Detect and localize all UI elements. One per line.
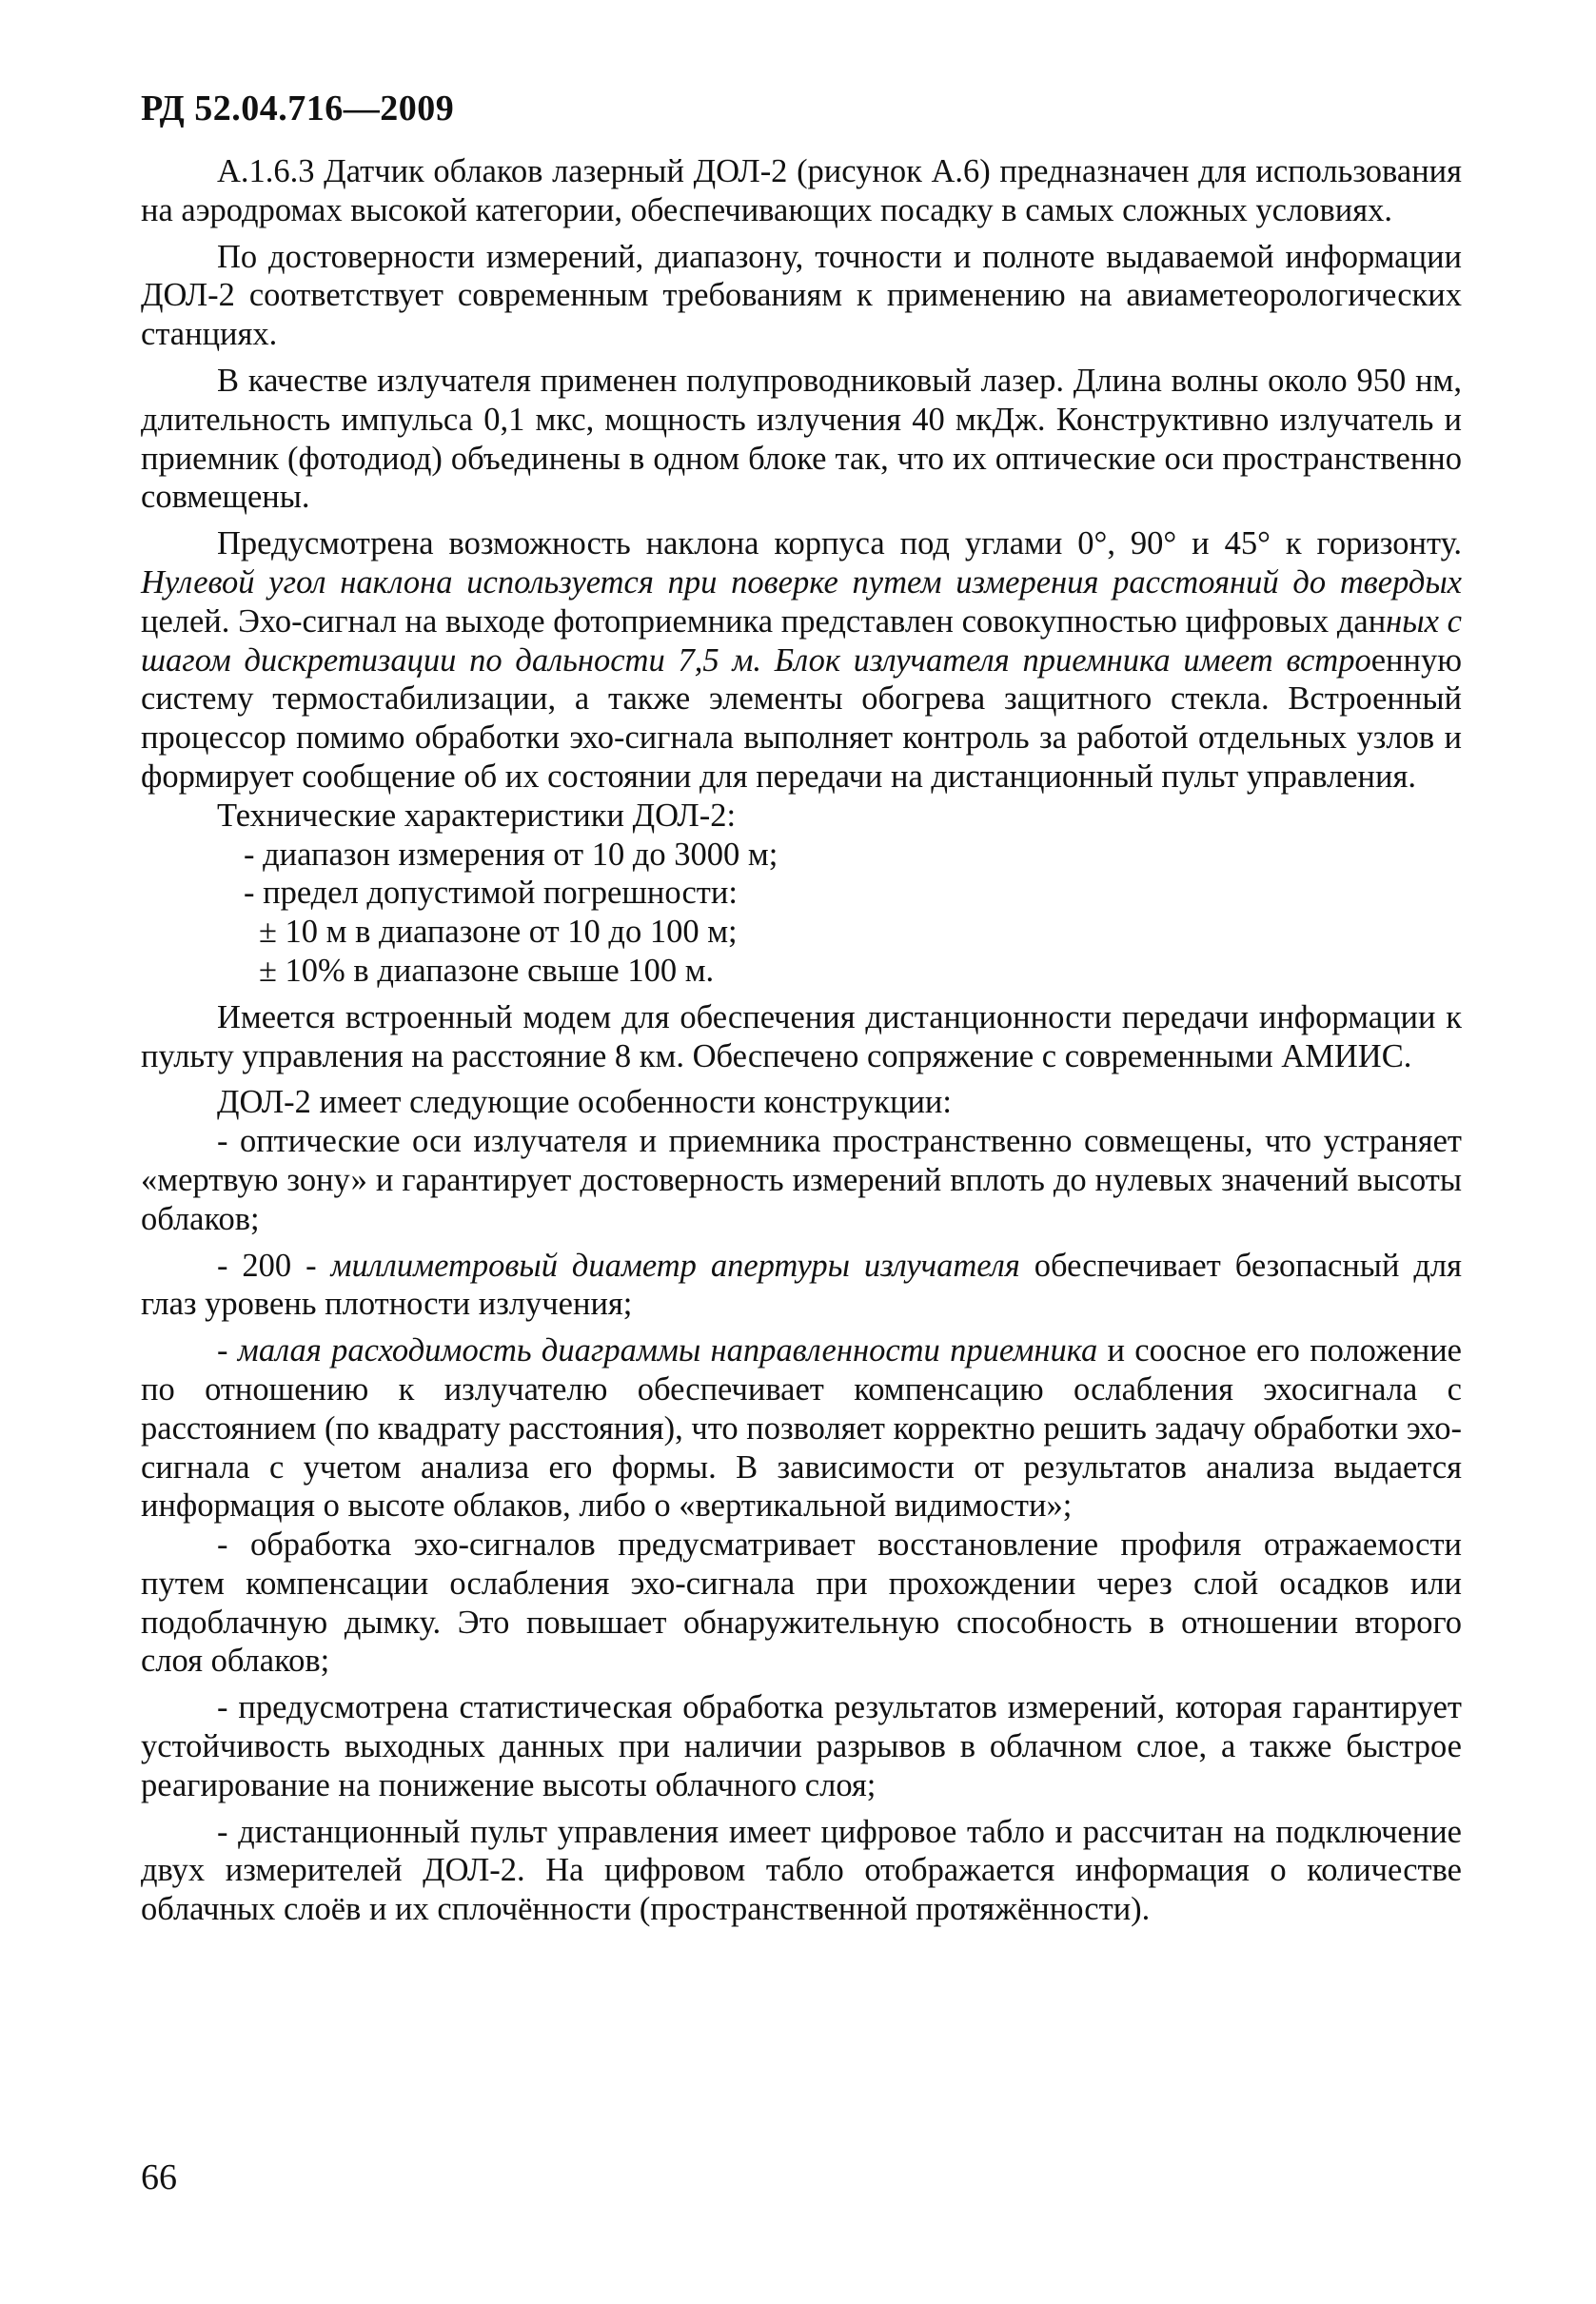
aperture-text-c: обеспечивает безопасный для глаз уровень плотности излучения; <box>141 1247 1462 1323</box>
paragraph-intro: А.1.6.3 Датчик облаков лазерный ДОЛ-2 (рисунок А.6) предназначен для использования на аэродромах высокой категории, обеспечивающих посадку в самых сложных условиях. <box>141 153 1462 228</box>
feature-item-aperture <box>141 1247 1462 1325</box>
tilt-text-italic-1: Нулевой угол наклона используется при поверке путем измерения расстояний до твердых <box>141 563 1462 601</box>
tilt-text-italic-2: ных с шагом дискретизации по дальности 7,5 м. Блок излучателя приемника имеет встро <box>141 602 1462 679</box>
document-code-header: РД 52.04.716—2009 <box>141 89 455 128</box>
spec-item-error: - предел допустимой погрешности: <box>244 875 738 912</box>
feature-item-divergence <box>141 1331 1462 1526</box>
paragraph-tilt <box>141 524 1462 797</box>
paragraph-emitter: В качестве излучателя применен полупроводниковый лазер. Длина волны около 950 нм, длительность импульса 0,1 мкс, мощность излучения 40 мкДж. Конструктивно излучатель и приемник (фотодиод) объединены в одном блоке так, что их оптические оси пространственно совмещены. <box>141 362 1462 516</box>
feature-item-statistics: - предусмотрена статистическая обработка результатов измерений, которая гарантирует устойчивость выходных данных при наличии разрывов в облачном слое, а также быстрое реагирование на понижение высоты облачного слоя; <box>141 1689 1462 1803</box>
features-title: ДОЛ-2 имеет следующие особенности конструкции: <box>217 1084 952 1121</box>
aperture-text-a: - 200 - <box>217 1247 331 1284</box>
paragraph-accuracy: По достоверности измерений, диапазону, точности и полноте выдаваемой информации ДОЛ-2 соответствует современным требованиям к применению на авиаметеорологических станциях. <box>141 238 1462 353</box>
feature-item-optical-axes: - оптические оси излучателя и приемника пространственно совмещены, что устраняет «мертвую зону» и гарантирует достоверность измерений вплоть до нулевых значений высоты облаков; <box>141 1123 1462 1237</box>
tilt-text-a: Предусмотрена возможность наклона корпуса под углами 0°, 90° и 45° к горизонту. <box>217 525 1462 562</box>
paragraph-modem: Имеется встроенный модем для обеспечения дистанционности передачи информации к пульту управления на расстояние 8 км. Обеспечено сопряжение с современными АМИИС. <box>141 998 1462 1074</box>
tilt-text-c: целей. Эхо-сигнал на выходе фотоприемника представлен совокупностью цифровых дан <box>141 602 1387 640</box>
aperture-text-italic: миллиметровый диаметр апертуры излучателя <box>330 1247 1020 1284</box>
spec-title: Технические характеристики ДОЛ-2: <box>217 797 737 834</box>
document-body <box>141 152 1462 1937</box>
divergence-text-c: и соосное его положение по отношению к излучателю обеспечивает компенсацию ослабления эхосигнала с расстоянием (по квадрату расстояния), что позволяет корректно решить задачу обработки эхо-сигнала с учетом анализа его формы. В зависимости от результатов анализа выдается информация о высоте облаков, либо о «вертикальной видимости»; <box>141 1332 1462 1525</box>
page-number: 66 <box>141 2157 177 2197</box>
spec-subitem-high: ± 10% в диапазоне свыше 100 м. <box>259 952 715 989</box>
divergence-text-italic: малая расходимость диаграммы направленности приемника <box>237 1332 1098 1369</box>
tilt-text-e: енную систему термостабилизации, а также элементы обогрева защитного стекла. Встроенный процессор помимо обработки эхо-сигнала выполняет контроль за работой отдельных узлов и формирует сообщение об их состоянии для передачи на дистанционный пульт управления. <box>141 641 1462 795</box>
divergence-text-a: - <box>217 1332 238 1369</box>
spec-item-range: - диапазон измерения от 10 до 3000 м; <box>244 836 778 873</box>
feature-item-processing: - обработка эхо-сигналов предусматривает восстановление профиля отражаемости путем компенсации ослабления эхо-сигнала при прохождении через слой осадков или подоблачную дымку. Это повышает обнаружительную способность в отношении второго слоя облаков; <box>141 1526 1462 1680</box>
spec-subitem-low: ± 10 м в диапазоне от 10 до 100 м; <box>259 914 738 951</box>
feature-item-remote-panel: - дистанционный пульт управления имеет цифровое табло и рассчитан на подключение двух измерителей ДОЛ-2. На цифровом табло отображается информация о количестве облачных слоёв и их сплочённости (пространственной протяжённости). <box>141 1813 1462 1928</box>
